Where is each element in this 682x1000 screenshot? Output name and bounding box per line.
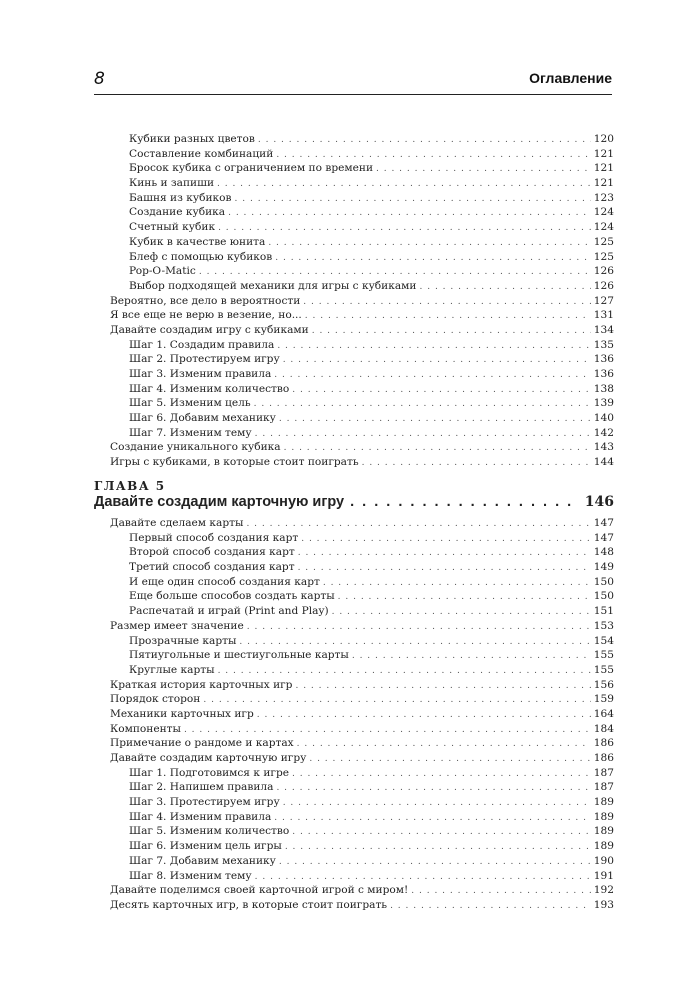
- dot-leader: [350, 494, 579, 510]
- toc-section-1: [110, 132, 614, 470]
- toc-entry-title: Шаг 7. Изменим тему: [129, 426, 252, 439]
- toc-entry[interactable]: [110, 634, 614, 649]
- toc-entry[interactable]: [110, 440, 614, 455]
- toc-entry-title: Кубики разных цветов: [129, 133, 255, 145]
- toc-entry-page: 150: [593, 590, 614, 603]
- dot-leader: [390, 899, 591, 914]
- toc-entry[interactable]: [110, 455, 614, 470]
- toc-entry-page: 189: [593, 796, 614, 809]
- dot-leader: [228, 206, 591, 221]
- toc-entry-title: Блеф с помощью кубиков: [129, 250, 273, 263]
- toc-entry[interactable]: [110, 531, 614, 546]
- toc-entry-title: Давайте сделаем карты: [110, 517, 244, 529]
- dot-leader: [274, 811, 590, 826]
- toc-entry-page: 121: [593, 147, 614, 160]
- toc-entry-title: Десять карточных игр, в которые стоит поиграть: [110, 898, 388, 911]
- toc-entry-title: Создание уникального кубика: [110, 441, 281, 454]
- dot-leader: [338, 590, 591, 605]
- dot-leader: [411, 884, 590, 899]
- dot-leader: [309, 752, 590, 767]
- toc-entry-page: 151: [593, 605, 614, 618]
- toc-entry-page: 131: [593, 309, 614, 322]
- toc-entry-page: 154: [593, 634, 614, 647]
- dot-leader: [199, 265, 591, 280]
- toc-entry[interactable]: [110, 780, 614, 795]
- toc-entry-title: Шаг 2. Напишем правила: [129, 781, 274, 794]
- toc-entry-title: Порядок сторон: [110, 693, 201, 706]
- toc-entry-page: 120: [593, 133, 614, 145]
- toc-entry[interactable]: [110, 279, 614, 294]
- dot-leader: [284, 441, 591, 456]
- toc-entry-title: Создание кубика: [129, 206, 226, 219]
- toc-entry[interactable]: [110, 619, 614, 634]
- toc-entry[interactable]: [110, 663, 614, 678]
- toc-entry-title: Круглые карты: [129, 663, 215, 676]
- toc-entry[interactable]: [110, 589, 614, 604]
- dot-leader: [255, 427, 591, 442]
- page-header: [94, 66, 612, 92]
- dot-leader: [255, 870, 591, 885]
- toc-entry-title: Шаг 5. Изменим количество: [129, 825, 290, 838]
- toc-entry-page: 135: [593, 338, 614, 351]
- toc-entry[interactable]: [110, 264, 614, 279]
- dot-leader: [254, 397, 591, 412]
- toc-entry[interactable]: [110, 898, 614, 913]
- toc-entry-title: Шаг 3. Изменим правила: [129, 368, 272, 380]
- toc-entry[interactable]: [110, 294, 614, 309]
- toc-entry[interactable]: [110, 205, 614, 220]
- dot-leader: [298, 561, 591, 576]
- toc-entry-page: 153: [593, 619, 614, 632]
- dot-leader: [285, 840, 591, 855]
- toc-entry-page: 155: [593, 663, 614, 676]
- toc-entry-title: Кубик в качестве юнита: [129, 235, 266, 248]
- toc-entry-title: Прозрачные карты: [129, 634, 237, 647]
- toc-entry-title: Шаг 4. Изменим количество: [129, 382, 290, 395]
- toc-entry[interactable]: [110, 883, 614, 898]
- dot-leader: [295, 679, 590, 694]
- toc-entry[interactable]: [110, 810, 614, 825]
- toc-entry-page: 186: [593, 737, 614, 750]
- toc-entry-title: Шаг 6. Изменим цель игры: [129, 840, 282, 853]
- toc-entry[interactable]: [110, 323, 614, 338]
- toc-entry-page: 134: [593, 323, 614, 336]
- toc-entry-title: Счетный кубик: [129, 221, 216, 234]
- toc-entry-page: 147: [593, 531, 614, 544]
- toc-entry[interactable]: [110, 560, 614, 575]
- toc-entry-title: Шаг 3. Протестируем игру: [129, 796, 280, 809]
- toc-entry[interactable]: [110, 191, 614, 206]
- toc-entry-page: 121: [593, 177, 614, 190]
- toc-entry-page: 144: [593, 456, 614, 469]
- toc-entry[interactable]: [110, 707, 614, 722]
- toc-entry-title: Краткая история карточных игр: [110, 678, 293, 691]
- toc-entry[interactable]: [110, 367, 614, 382]
- toc-entry-page: 159: [593, 693, 614, 706]
- toc-entry-title: Шаг 2. Протестируем игру: [129, 353, 280, 366]
- toc-entry-page: 138: [593, 382, 614, 395]
- chapter-label: ГЛАВА 5: [94, 479, 166, 493]
- dot-leader: [292, 767, 591, 782]
- toc-entry[interactable]: [110, 722, 614, 737]
- chapter-title: Давайте создадим карточную игру: [94, 494, 345, 510]
- dot-leader: [298, 546, 591, 561]
- toc-entry-page: 186: [593, 752, 614, 764]
- dot-leader: [303, 295, 590, 310]
- toc-entry-page: 193: [593, 898, 614, 911]
- toc-entry[interactable]: [110, 411, 614, 426]
- dot-leader: [305, 309, 591, 324]
- dot-leader: [239, 635, 590, 650]
- header-rule: [94, 94, 612, 95]
- page-number: 8: [94, 69, 105, 89]
- toc-entry[interactable]: [110, 575, 614, 590]
- toc-entry-title: Механики карточных игр: [110, 707, 254, 720]
- toc-entry-page: 192: [593, 884, 614, 897]
- toc-entry-title: Я все еще не верю в везение, но...: [110, 309, 302, 322]
- toc-entry-title: Второй способ создания карт: [129, 546, 295, 559]
- toc-entry[interactable]: [110, 220, 614, 235]
- dot-leader: [283, 353, 591, 368]
- dot-leader: [301, 532, 591, 547]
- toc-entry-page: 189: [593, 810, 614, 823]
- dot-leader: [312, 324, 591, 339]
- toc-entry-page: 121: [593, 162, 614, 175]
- toc-entry-title: Третий способ создания карт: [129, 561, 295, 574]
- toc-entry-title: Примечание о рандоме и картах: [110, 737, 294, 750]
- toc-entry-title: Давайте создадим карточную игру: [110, 752, 307, 764]
- toc-entry-page: 189: [593, 825, 614, 838]
- toc-entry-title: И еще один способ создания карт: [129, 575, 320, 588]
- toc-entry-title: Шаг 8. Изменим тему: [129, 869, 252, 882]
- toc-entry-page: 191: [593, 869, 614, 882]
- toc-entry-page: 149: [593, 561, 614, 574]
- toc-entry-page: 126: [593, 265, 614, 278]
- dot-leader: [376, 162, 591, 177]
- toc-entry-title: Вероятно, все дело в вероятности: [110, 294, 301, 307]
- toc-entry-page: 140: [593, 412, 614, 425]
- dot-leader: [246, 517, 590, 532]
- toc-entry-page: 156: [593, 678, 614, 691]
- dot-leader: [352, 649, 591, 664]
- toc-entry-title: Распечатай и играй (Print and Play): [129, 605, 329, 618]
- dot-leader: [323, 576, 591, 591]
- dot-leader: [283, 796, 591, 811]
- dot-leader: [218, 221, 591, 236]
- dot-leader: [218, 664, 591, 679]
- dot-leader: [279, 855, 591, 870]
- toc-entry[interactable]: [110, 648, 614, 663]
- toc-entry[interactable]: [110, 854, 614, 869]
- toc-entry-title: Компоненты: [110, 722, 181, 735]
- toc-entry[interactable]: [110, 308, 614, 323]
- toc-entry-page: 148: [593, 546, 614, 559]
- toc-entry[interactable]: [110, 736, 614, 751]
- toc-entry[interactable]: [110, 604, 614, 619]
- running-title: Оглавление: [529, 70, 612, 86]
- toc-entry-page: 184: [593, 722, 614, 735]
- toc-entry-page: 139: [593, 397, 614, 410]
- toc-entry-page: 150: [593, 575, 614, 588]
- toc-entry-page: 190: [593, 854, 614, 867]
- toc-entry-page: 136: [593, 353, 614, 366]
- dot-leader: [203, 693, 590, 708]
- toc-entry[interactable]: [110, 426, 614, 441]
- toc-entry-page: 125: [593, 235, 614, 248]
- toc-entry-title: Кинь и запиши: [129, 177, 215, 190]
- toc-entry-page: 164: [593, 707, 614, 720]
- toc-entry[interactable]: [110, 352, 614, 367]
- toc-entry-page: 187: [593, 766, 614, 779]
- dot-leader: [268, 236, 590, 251]
- dot-leader: [276, 781, 590, 796]
- toc-entry[interactable]: [110, 161, 614, 176]
- dot-leader: [292, 825, 591, 840]
- toc-entry-page: 136: [593, 368, 614, 380]
- dot-leader: [362, 456, 591, 471]
- toc-entry-title: Размер имеет значение: [110, 619, 244, 632]
- toc-entry-page: 143: [593, 441, 614, 454]
- dot-leader: [257, 708, 591, 723]
- toc-entry-title: Pop-O-Matic: [129, 265, 196, 278]
- toc-entry[interactable]: [110, 235, 614, 250]
- toc-entry-page: 123: [593, 191, 614, 204]
- toc-entry-page: 187: [593, 781, 614, 794]
- chapter-heading[interactable]: [94, 494, 614, 514]
- toc-entry-title: Шаг 5. Изменим цель: [129, 397, 251, 410]
- toc-entry-title: Давайте создадим игру с кубиками: [110, 323, 309, 336]
- toc-entry-page: 147: [593, 517, 614, 529]
- toc-entry[interactable]: [110, 678, 614, 693]
- toc-entry[interactable]: [110, 824, 614, 839]
- toc-entry-page: 155: [593, 649, 614, 662]
- toc-entry[interactable]: [110, 132, 614, 147]
- toc-entry[interactable]: [110, 250, 614, 265]
- toc-entry-title: Составление комбинаций: [129, 147, 274, 160]
- toc-entry-page: 189: [593, 840, 614, 853]
- toc-entry-title: Пятиугольные и шестиугольные карты: [129, 649, 349, 662]
- toc-entry-title: Игры с кубиками, в которые стоит поиграть: [110, 456, 359, 469]
- dot-leader: [279, 412, 591, 427]
- toc-entry-page: 142: [593, 426, 614, 439]
- dot-leader: [247, 620, 591, 635]
- toc-entry[interactable]: [110, 869, 614, 884]
- toc-entry[interactable]: [110, 766, 614, 781]
- toc-entry-title: Шаг 1. Создадим правила: [129, 338, 275, 351]
- toc-entry[interactable]: [110, 176, 614, 191]
- toc-entry[interactable]: [110, 396, 614, 411]
- toc-entry-page: 124: [593, 206, 614, 219]
- toc-entry[interactable]: [110, 545, 614, 560]
- toc-entry-title: Шаг 1. Подготовимся к игре: [129, 766, 290, 779]
- toc-entry-title: Бросок кубика с ограничением по времени: [129, 162, 374, 175]
- toc-entry-page: 125: [593, 250, 614, 263]
- dot-leader: [332, 605, 591, 620]
- toc-entry[interactable]: [110, 382, 614, 397]
- dot-leader: [292, 383, 591, 398]
- toc-entry[interactable]: [110, 795, 614, 810]
- toc-section-2: [110, 516, 614, 913]
- toc-entry[interactable]: [110, 692, 614, 707]
- dot-leader: [297, 737, 591, 752]
- toc-entry-title: Шаг 7. Добавим механику: [129, 854, 276, 867]
- toc-entry[interactable]: [110, 839, 614, 854]
- dot-leader: [235, 192, 591, 207]
- dot-leader: [277, 339, 590, 354]
- toc-entry[interactable]: [110, 751, 614, 766]
- toc-entry-title: Выбор подходящей механики для игры с кубиками: [129, 279, 417, 292]
- chapter-page: 146: [584, 494, 614, 510]
- dot-leader: [217, 177, 591, 192]
- toc-entry[interactable]: [110, 147, 614, 162]
- dot-leader: [275, 251, 591, 266]
- toc-entry-title: Шаг 4. Изменим правила: [129, 810, 272, 823]
- toc-entry-page: 126: [593, 279, 614, 292]
- toc-entry-title: Башня из кубиков: [129, 191, 232, 204]
- dot-leader: [258, 133, 591, 148]
- toc-entry[interactable]: [110, 338, 614, 353]
- toc-entry-title: Давайте поделимся своей карточной игрой с миром!: [110, 884, 409, 897]
- toc-entry-page: 124: [593, 221, 614, 234]
- toc-entry[interactable]: [110, 516, 614, 531]
- dot-leader: [276, 148, 590, 163]
- toc-entry-page: 127: [593, 294, 614, 307]
- toc-entry-title: Первый способ создания карт: [129, 531, 299, 544]
- toc-entry-title: Еще больше способов создать карты: [129, 590, 335, 603]
- dot-leader: [420, 280, 591, 295]
- toc-entry-title: Шаг 6. Добавим механику: [129, 412, 276, 425]
- dot-leader: [184, 723, 591, 738]
- dot-leader: [274, 368, 590, 383]
